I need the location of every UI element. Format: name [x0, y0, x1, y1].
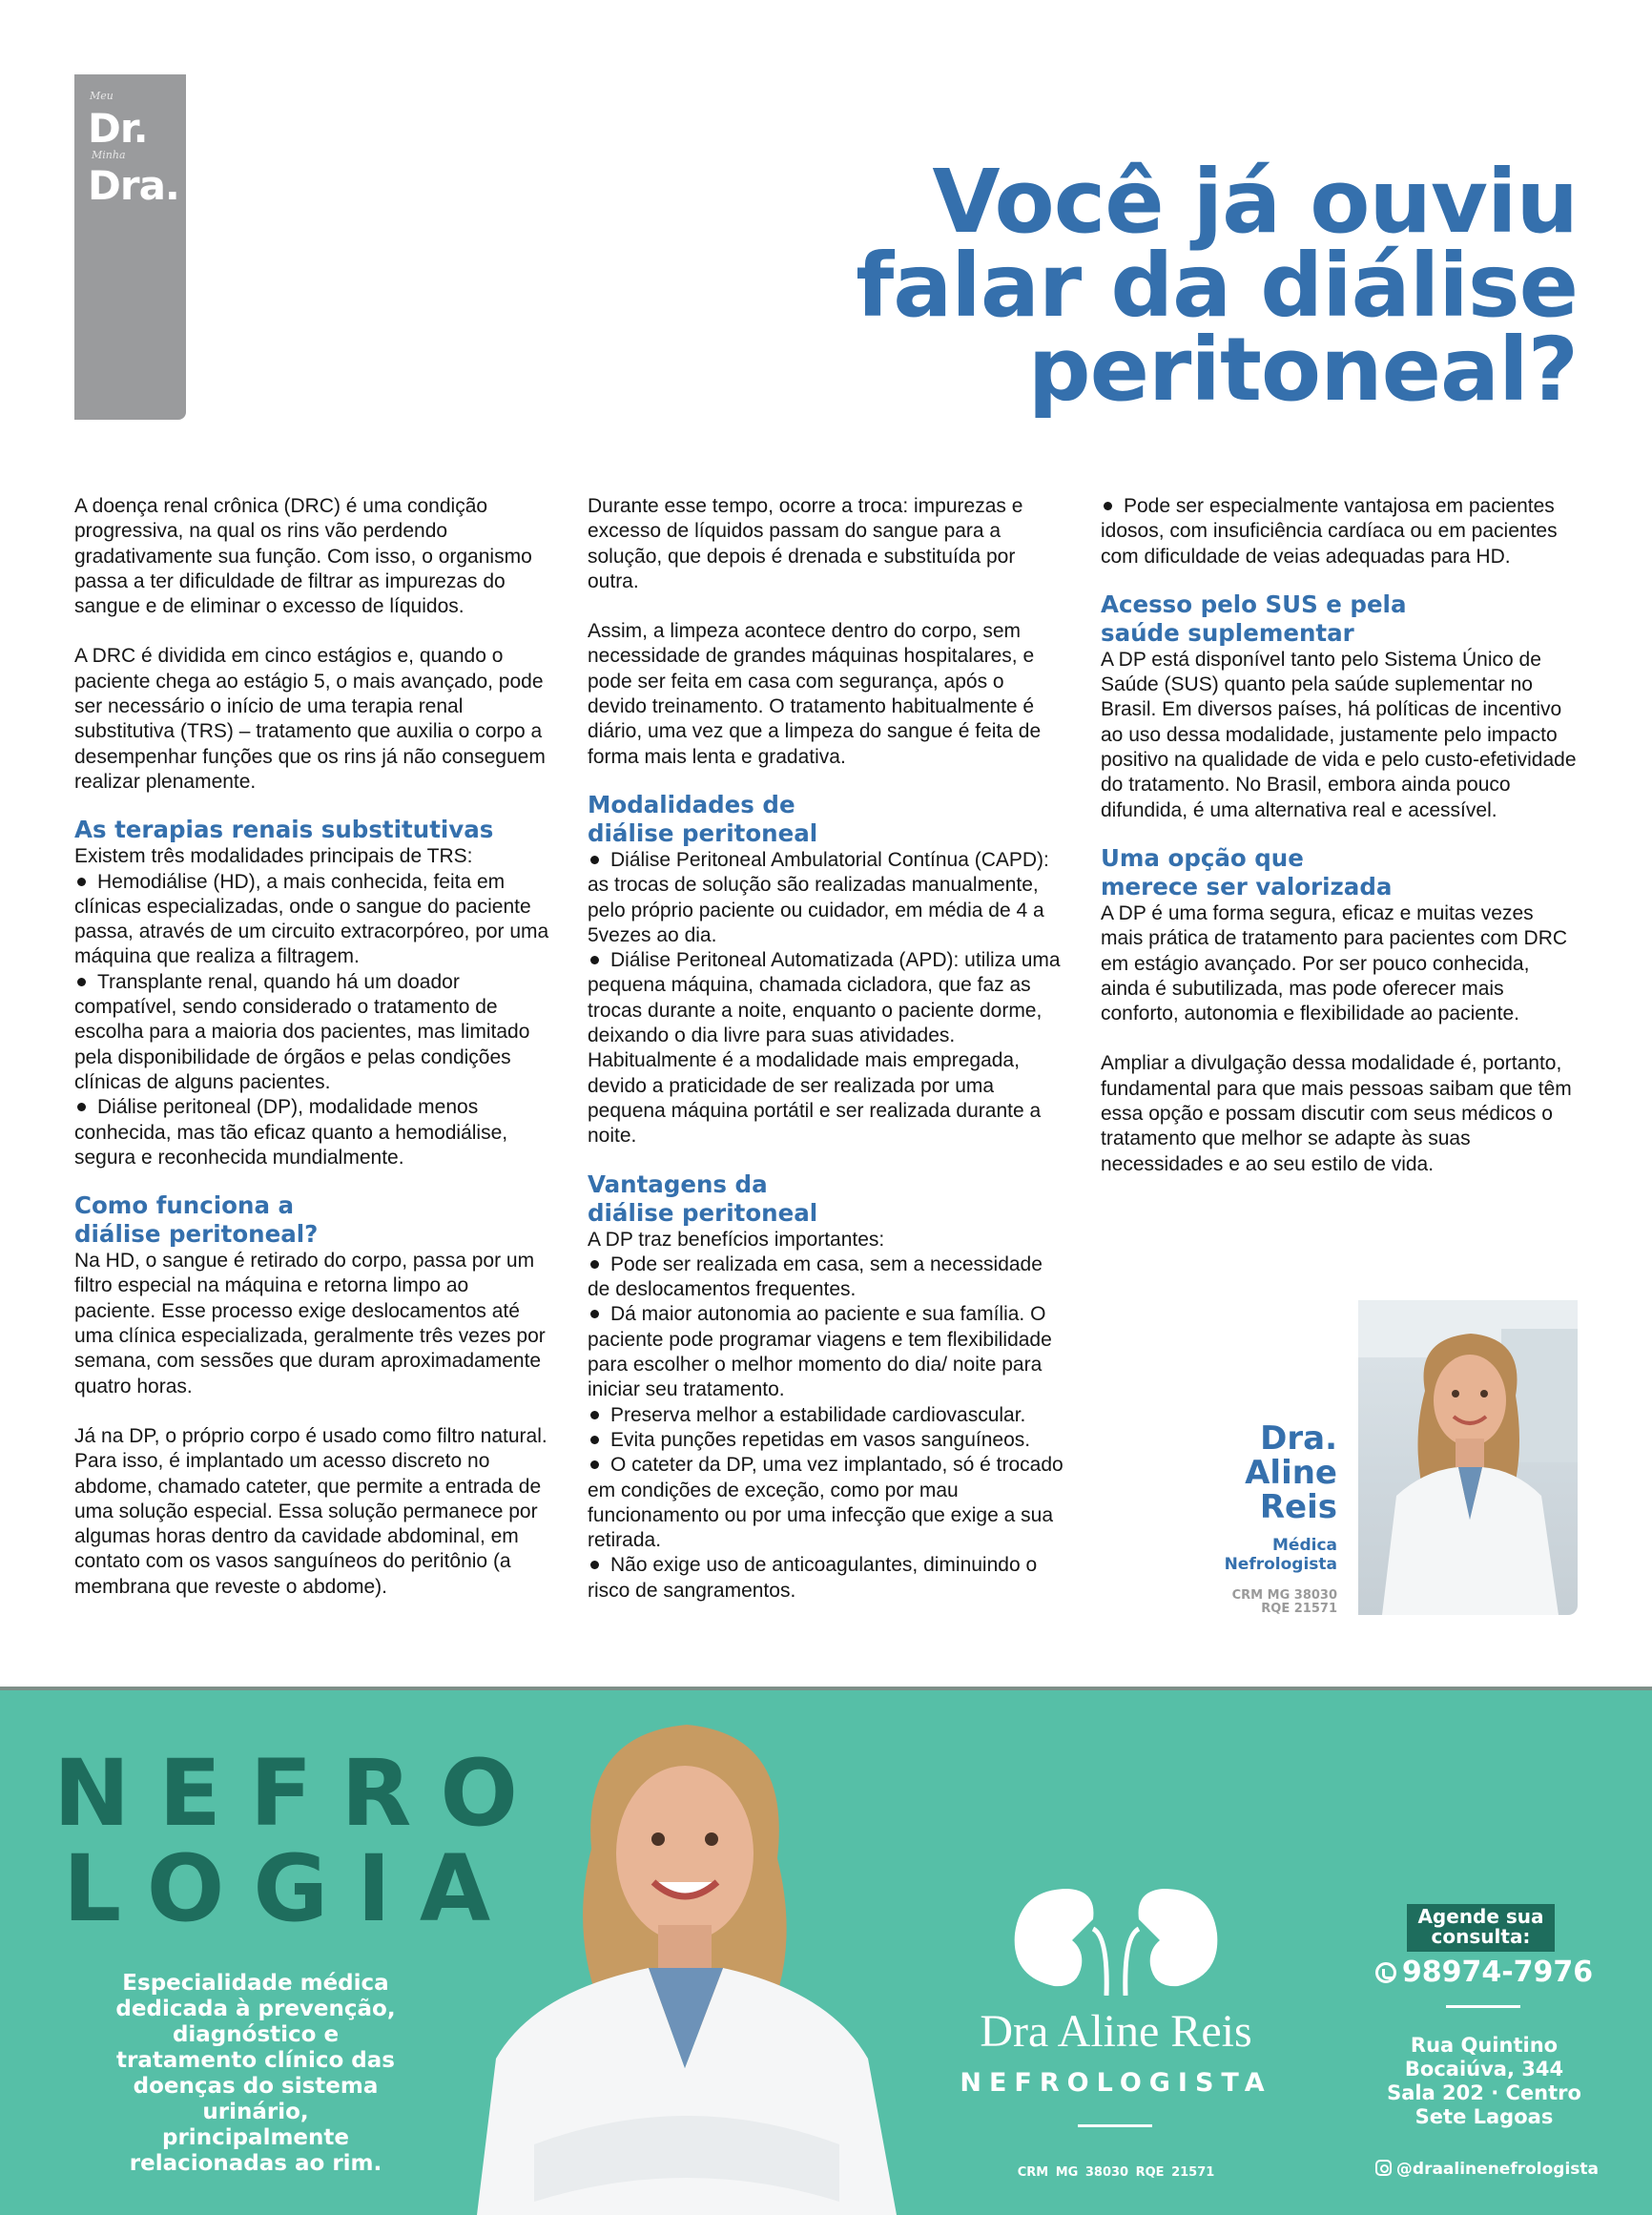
paragraph: Ampliar a divulgação dessa modalidade é, portanto, fundamental para que mais pessoas saibam que têm essa opção e possam discutir com seus médicos o tratamento que melhor se adapte às suas necessidades e ao seu estilo de vida. [1101, 1052, 1572, 1175]
paragraph: Durante esse tempo, ocorre a troca: impurezas e excesso de líquidos passam do sangue para a solução, que depois é drenada e substituída por outra. [588, 495, 1023, 592]
specialty-description: Especialidade médica dedicada à prevenção, diagnóstico e tratamento clínico das doenças do sistema urinário, principalmente relacionadas ao rim. [115, 1971, 396, 2176]
bullet-icon [590, 1260, 599, 1269]
bullet-icon [590, 856, 599, 864]
section-heading-modalidades: Modalidades de diálise peritoneal [588, 790, 818, 847]
phone-number[interactable]: 98974-7976 [1370, 1956, 1599, 1989]
paragraph: A DRC é dividida em cinco estágios e, quando o paciente chega ao estágio 5, o mais avançado, pode ser necessário o início de uma terapia renal substitutiva (TRS) – tratamento que auxilia o corpo a desempenhar funções que os rins já não conseguem realizar plenamente. [74, 645, 546, 793]
paragraph: Existem três modalidades principais de TRS: [74, 845, 473, 868]
headline-line-1: Você já ouviu [932, 151, 1578, 253]
book-appointment-label: Agende sua consulta: [1407, 1904, 1555, 1952]
doctor-role-2: Nefrologista [1224, 1555, 1337, 1574]
article-column-3 [1101, 494, 1578, 1177]
doctor-title-1: Dra. [1260, 1419, 1337, 1458]
section-heading-trs: As terapias renais substitutivas [74, 816, 494, 844]
doctor-rqe: RQE 21571 [1261, 1602, 1337, 1616]
bullet-icon [1104, 502, 1112, 510]
section-heading-opcao: Uma opção que merece ser valorizada [1101, 843, 1393, 900]
doctor-crm: CRM MG 38030 [1231, 1588, 1337, 1603]
bullet-item: Transplante renal, quando há um doador compatível, sendo considerado o tratamento de escolha para a maioria dos pacientes, mas limitado pela disponibilidade de órgãos e pelas condições clínicas de alguns pacientes. [74, 970, 530, 1093]
instagram-handle[interactable]: @draalinenefrologista [1370, 2160, 1599, 2179]
bullet-item: Pode ser especialmente vantajosa em pacientes idosos, com insuficiência cardíaca ou em pacientes com dificuldade de veias adequadas para HD. [1101, 495, 1558, 568]
section-heading-sus: Acesso pelo SUS e pela saúde suplementar [1101, 590, 1407, 647]
bullet-item: Diálise peritoneal (DP), modalidade menos conhecida, mas tão eficaz quanto a hemodiálise, segura e reconhecida mundialmente. [74, 1096, 508, 1169]
magazine-logo [74, 74, 186, 420]
bullet-icon [590, 1436, 599, 1444]
paragraph: A doença renal crônica (DRC) é uma condição progressiva, na qual os rins vão perdendo gradativamente sua função. Com isso, o organismo passa a ter dificuldade de filtrar as impurezas do sangue e de eliminar o excesso de líquidos. [74, 495, 532, 618]
doctor-photo [1358, 1300, 1578, 1615]
bullet-item: Dá maior autonomia ao paciente e sua família. O paciente pode programar viagens e tem flexibilidade para escolher o melhor momento do dia/ noite para iniciar seu tratamento. [588, 1303, 1052, 1401]
divider [1078, 2124, 1152, 2127]
bullet-icon [590, 956, 599, 964]
bullet-item: Não exige uso de anticoagulantes, diminuindo o risco de sangramentos. [588, 1554, 1038, 1602]
doctor-title-3: Reis [1259, 1488, 1337, 1526]
article-headline [719, 151, 1578, 421]
paragraph: A DP traz benefícios importantes: [588, 1228, 885, 1251]
bullet-item: Pode ser realizada em casa, sem a necessidade de deslocamentos frequentes. [588, 1252, 1043, 1301]
doctor-title-2: Aline [1245, 1454, 1337, 1492]
bullet-icon [590, 1310, 599, 1318]
bullet-icon [590, 1561, 599, 1569]
article-column-2 [588, 494, 1064, 1604]
bullet-icon [590, 1460, 599, 1469]
bullet-item: Evita punções repetidas em vasos sanguíneos. [588, 1428, 1064, 1453]
bullet-item: Diálise Peritoneal Automatizada (APD): utiliza uma pequena máquina, chamada cicladora, que faz as trocas durante a noite, enquanto o paciente dorme, deixando o dia livre para suas atividades. Habitualmente é a modalidade mais empregada, devido a praticidade de ser realizada por uma pequena máquina portátil e ser realizada durante a noite. [588, 949, 1061, 1148]
doctor-role-1: Médica [1272, 1536, 1337, 1555]
doctor-portrait-illustration [1358, 1300, 1578, 1615]
nefrologia-line-2: LOGIA [63, 1835, 520, 1942]
section-heading-como: Como funciona a diálise peritoneal? [74, 1191, 319, 1249]
bullet-icon [77, 978, 86, 986]
article-column-1 [74, 494, 551, 1600]
bullet-icon [590, 1411, 599, 1419]
whatsapp-icon [1375, 1962, 1396, 1983]
doctor-signature [1089, 1421, 1337, 1616]
divider [1446, 2005, 1520, 2008]
bullet-icon [77, 878, 86, 886]
paragraph: Assim, a limpeza acontece dentro do corpo, sem necessidade de grandes máquinas hospitalares, e pode ser feita em casa com segurança, após o devido treinamento. O tratamento habitualmente é diário, uma vez que a limpeza do sangue é feita de forma mais lenta e gradativa. [588, 620, 1042, 768]
kidney-logo-icon [1002, 1881, 1230, 1996]
instagram-icon [1375, 2160, 1392, 2176]
brand-registration: CRM MG 38030 RQE 21571 [1017, 2165, 1215, 2180]
logo-small-mid: Minha [92, 149, 126, 161]
brand-subtitle: NEFROLOGISTA [960, 2068, 1272, 2098]
headline-line-3: peritoneal? [1027, 319, 1578, 421]
doctor-ad-photo [477, 1706, 897, 2215]
logo-big-top: Dr. [88, 105, 148, 152]
bullet-item: O cateter da DP, uma vez implantado, só é trocado em condições de exceção, como por mau funcionamento ou por uma infecção que exige a sua retirada. [588, 1454, 1063, 1552]
bullet-item: Diálise Peritoneal Ambulatorial Contínua (CAPD): as trocas de solução são realizadas manualmente, pelo próprio paciente ou cuidador, em média de 4 a 5vezes ao dia. [588, 848, 1049, 946]
brand-name: Dra Aline Reis [980, 2006, 1252, 2057]
logo-big-bottom: Dra. [88, 162, 179, 209]
section-heading-vantagens: Vantagens da diálise peritoneal [588, 1170, 818, 1227]
bullet-item: Hemodiálise (HD), a mais conhecida, feita em clínicas especializadas, onde o sangue do paciente passa, através de um circuito extracorpóreo, por uma máquina que realiza a filtragem. [74, 870, 549, 968]
paragraph: Na HD, o sangue é retirado do corpo, passa por um filtro especial na máquina e retorna limpo ao paciente. Esse processo exige deslocamentos até uma clínica especializada, geralmente três vezes por semana, com sessões que duram aproximadamente quatro horas. [74, 1250, 546, 1397]
nefrologia-line-1: NEFRO [53, 1740, 547, 1847]
footer-advertisement [0, 1687, 1652, 2215]
paragraph: A DP está disponível tanto pelo Sistema Único de Saúde (SUS) quanto pela saúde suplementar no Brasil. Em diversos países, há políticas de incentivo ao uso dessa modalidade, justamente pelo impacto positivo na qualidade de vida e pelo custo-efetividade do tratamento. No Brasil, embora ainda pouco difundida, é uma alternativa real e acessível. [1101, 648, 1577, 821]
bullet-icon [77, 1103, 86, 1111]
headline-line-2: falar da diálise [856, 235, 1578, 337]
address: Rua Quintino Bocaiúva, 344 Sala 202 · Centro Sete Lagoas [1387, 2034, 1581, 2128]
paragraph: A DP é uma forma segura, eficaz e muitas vezes mais prática de tratamento para pacientes com DRC em estágio avançado. Por ser pouco conhecida, ainda é subutilizada, mas pode oferecer mais conforto, autonomia e flexibilidade ao paciente. [1101, 901, 1568, 1025]
bullet-item: Preserva melhor a estabilidade cardiovascular. [588, 1403, 1064, 1428]
paragraph: Já na DP, o próprio corpo é usado como filtro natural. Para isso, é implantado um acesso discreto no abdome, chamado cateter, que permite a entrada de uma solução especial. Essa solução permanece por algumas horas dentro da cavidade abdominal, em contato com os vasos sanguíneos do peritônio (a membrana que reveste o abdome). [74, 1424, 547, 1598]
logo-small-top: Meu [90, 90, 114, 102]
